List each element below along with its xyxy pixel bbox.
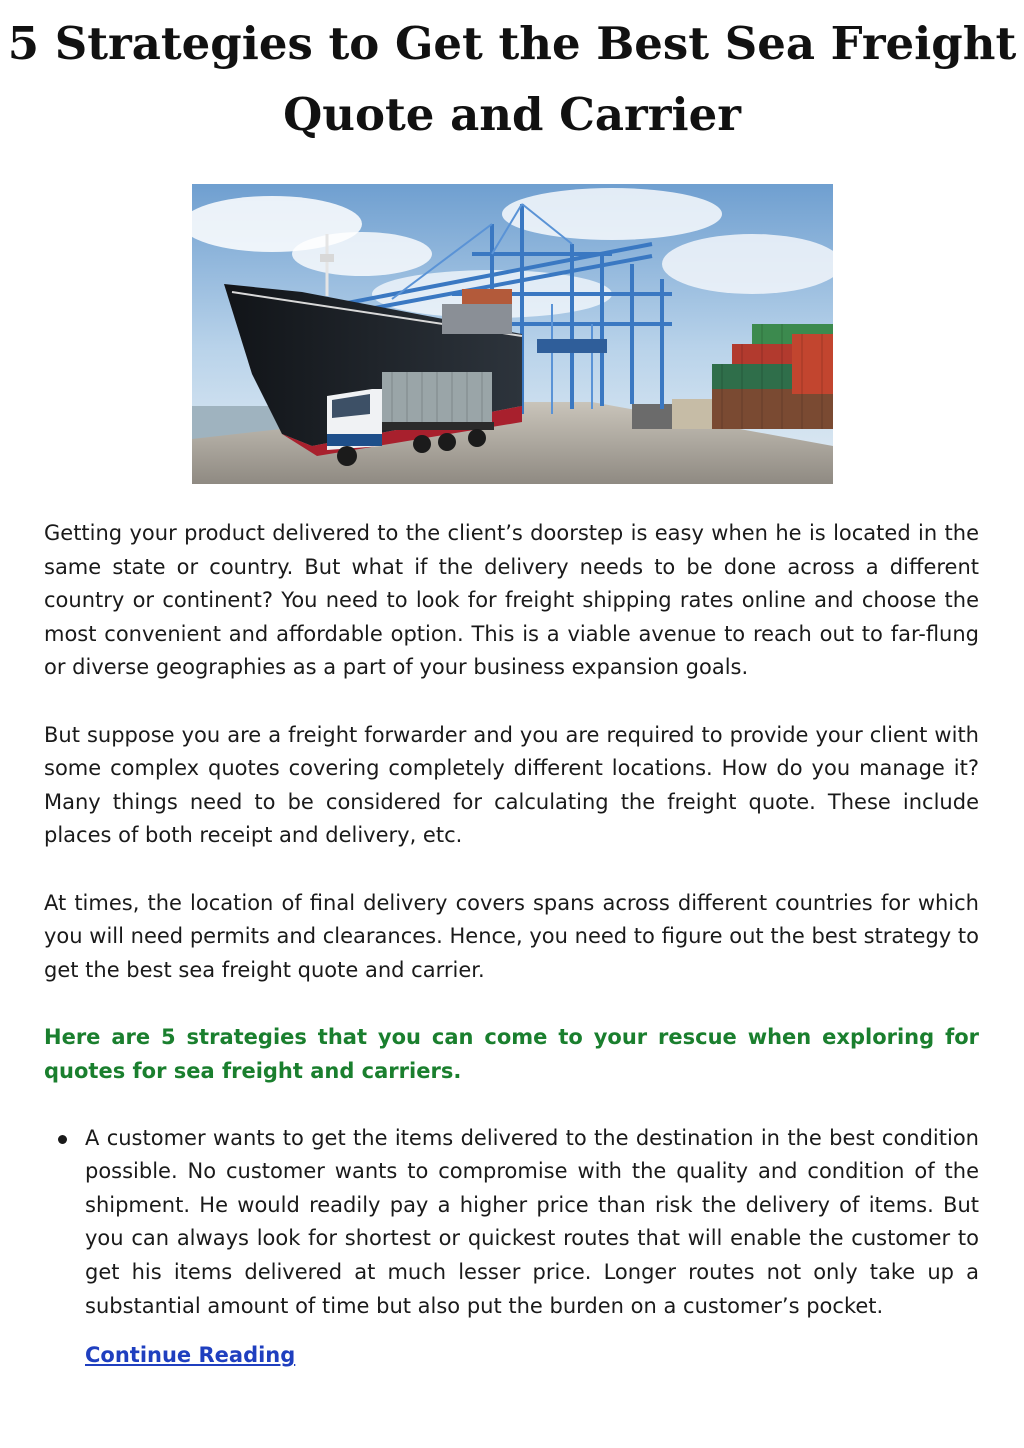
intro-paragraph: Getting your product delivered to the client’s doorstep is easy when he is located in the same state or country. But what if the delivery needs to be done across a different country or continent? You need to look for freight shipping rates online and choose the most convenient and affordable option. This is a viable avenue to reach out to far-flung or diverse geographies as a part of your business expansion goals. xyxy=(44,521,979,680)
bullet-icon xyxy=(58,1135,67,1144)
strategies-intro-highlight: Here are 5 strategies that you can come to your rescue when exploring for quotes for sea freight and carriers. xyxy=(44,1024,979,1083)
forwarder-paragraph: But suppose you are a freight forwarder and you are required to provide your client with some complex quotes covering completely different locations. How do you manage it? Many things need to be considered for calculating the freight quote. These include places of both receipt and delivery, etc. xyxy=(44,722,979,848)
page-title: 5 Strategies to Get the Best Sea Freight Quote and Carrier xyxy=(7,17,1017,141)
permits-paragraph: At times, the location of final delivery covers spans across different countries for which you will need permits and clearances. Hence, you need to figure out the best strategy to get the best sea freight quote and carrier. xyxy=(44,890,979,982)
list-item-text: A customer wants to get the items delivered to the destination in the best condition possible. No customer wants to compromise with the quality and condition of the shipment. He would readily pay a higher price than risk the delivery of items. But you can always look for shortest or quickest routes that will enable the customer to get his items delivered at much lesser price. Longer routes not only take up a substantial amount of time but also put the burden on a customer’s pocket. xyxy=(85,1125,979,1318)
article-body xyxy=(44,517,979,1373)
hero-image-port-cargo-ship xyxy=(192,184,833,484)
continue-reading-link[interactable]: Continue Reading xyxy=(85,1343,296,1368)
list-item xyxy=(44,1122,979,1324)
continue-reading-container xyxy=(44,1339,979,1373)
strategy-list xyxy=(44,1122,979,1324)
